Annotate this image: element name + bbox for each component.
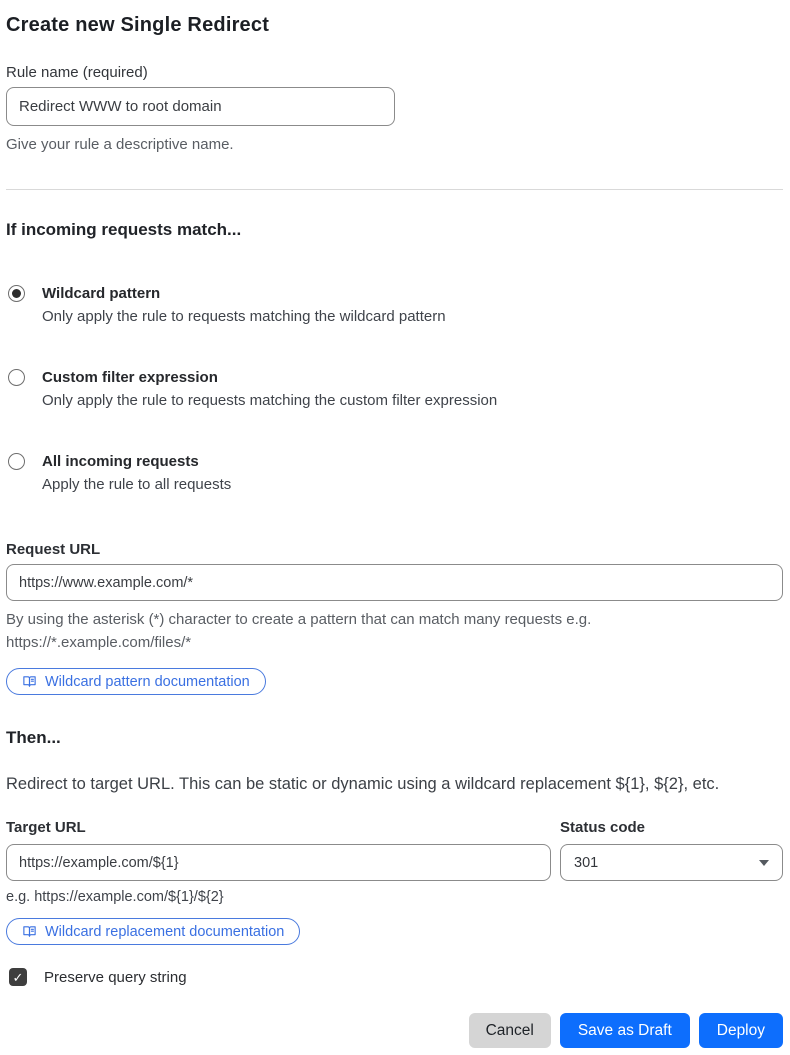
status-code-value: 301 [574,854,599,871]
wildcard-replacement-doc-button[interactable] [6,918,300,945]
page-title: Create new Single Redirect [6,14,270,36]
preserve-query-label: Preserve query string [44,968,187,986]
radio-wildcard-pattern-label: Wildcard pattern [42,285,161,302]
section-divider [6,189,783,190]
then-section-heading: Then... [6,728,61,747]
match-section-heading: If incoming requests match... [6,220,242,239]
request-url-input[interactable] [6,564,783,601]
save-as-draft-button[interactable]: Save as Draft [560,1013,690,1048]
rule-name-input[interactable] [6,87,395,126]
radio-all-requests-icon[interactable] [8,453,25,470]
preserve-query-checkbox[interactable] [9,968,27,986]
cancel-button[interactable]: Cancel [469,1013,551,1048]
target-url-help: e.g. https://example.com/${1}/${2} [6,889,224,905]
radio-all-requests-label: All incoming requests [42,453,199,470]
deploy-button[interactable]: Deploy [699,1013,783,1048]
open-book-icon [22,674,37,689]
target-url-label: Target URL [6,819,86,836]
radio-option-custom-filter[interactable] [6,367,783,411]
chevron-down-icon [759,860,769,866]
status-code-select[interactable] [560,844,783,881]
radio-wildcard-pattern-description: Only apply the rule to requests matching the wildcard pattern [42,308,446,325]
preserve-query-row[interactable] [6,968,783,986]
target-url-input[interactable] [6,844,551,881]
rule-name-label: Rule name (required) [6,64,148,81]
then-section-description: Redirect to target URL. This can be static or dynamic using a wildcard replacement ${1}, ${2}, etc. [6,775,720,793]
radio-all-requests-description: Apply the rule to all requests [42,476,232,493]
target-url-column [6,819,551,881]
rule-name-help: Give your rule a descriptive name. [6,136,234,153]
status-code-label: Status code [560,819,646,836]
request-url-help [6,608,783,654]
radio-option-wildcard-pattern[interactable] [6,283,783,327]
wildcard-replacement-doc-label: Wildcard replacement documentation [45,923,285,940]
open-book-icon [22,924,37,939]
target-status-row [6,819,783,881]
footer-actions [6,1013,783,1055]
status-code-column [560,819,783,881]
radio-custom-filter-icon[interactable] [8,369,25,386]
request-url-label: Request URL [6,541,101,558]
radio-custom-filter-description: Only apply the rule to requests matching the custom filter expression [42,392,498,409]
request-url-help-line1: By using the asterisk (*) character to create a pattern that can match many requests e.g. [6,611,592,628]
request-url-help-line2: https://*.example.com/files/* [6,634,192,651]
radio-custom-filter-label: Custom filter expression [42,369,218,386]
radio-option-all-requests[interactable] [6,451,783,495]
wildcard-pattern-doc-button[interactable] [6,668,266,695]
wildcard-pattern-doc-label: Wildcard pattern documentation [45,673,250,690]
radio-wildcard-pattern-icon[interactable] [8,285,25,302]
